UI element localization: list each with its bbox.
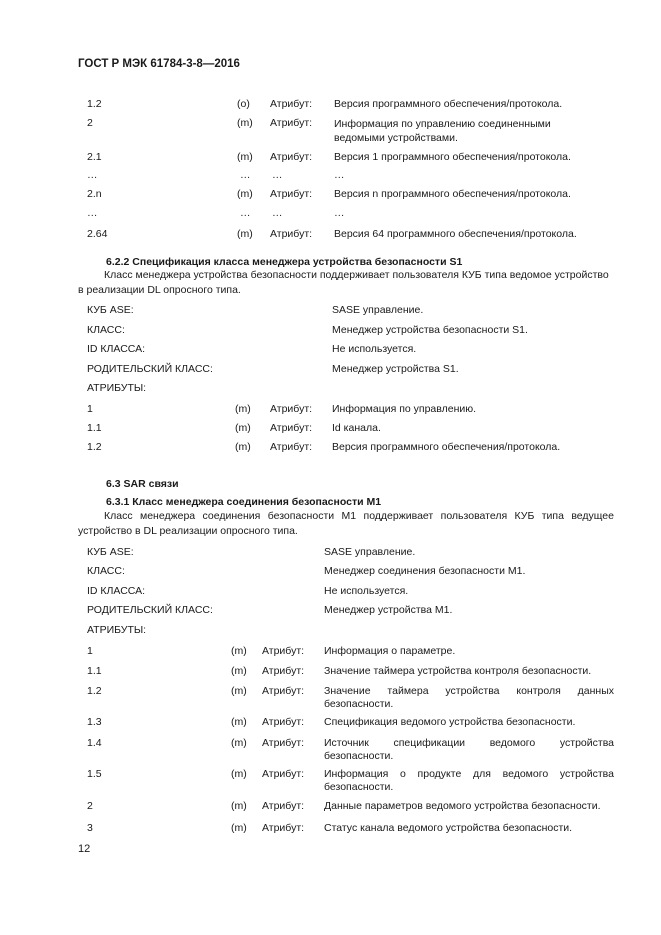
row-number: … [87, 207, 98, 219]
row-attr-label: Атрибут: [270, 188, 313, 200]
row-attr-label: Атрибут: [262, 768, 305, 780]
row-description: Информация по управлению. [332, 403, 477, 415]
field-value: SASE управление. [324, 546, 416, 558]
row-flag: (m) [237, 151, 253, 163]
row-description: Информация о продукте для ведомого устройства безопасности. [324, 768, 614, 793]
row-flag: … [240, 169, 251, 181]
row-number: 1.2 [87, 685, 102, 697]
section-heading-6-3-1: 6.3.1 Класс менеджера соединения безопасности M1 [106, 496, 382, 508]
row-attr-label: Атрибут: [262, 822, 305, 834]
field-label: КУБ ASE: [87, 304, 134, 316]
field-value: Не используется. [324, 585, 409, 597]
field-label: ID КЛАССА: [87, 343, 146, 355]
field-label: КЛАСС: [87, 324, 125, 336]
section-paragraph [78, 268, 614, 298]
row-number: 2 [87, 117, 93, 129]
row-number: 1.4 [87, 737, 102, 749]
row-attr-label: Атрибут: [262, 665, 305, 677]
row-attr-label: Атрибут: [270, 403, 313, 415]
row-number: 1 [87, 645, 93, 657]
row-number: 2.64 [87, 228, 108, 240]
row-attr-label: Атрибут: [262, 737, 305, 749]
field-label: РОДИТЕЛЬСКИЙ КЛАСС: [87, 363, 213, 375]
row-attr-label: Атрибут: [262, 645, 305, 657]
section-heading-6-3: 6.3 SAR связи [106, 478, 179, 490]
field-value: Менеджер устройства S1. [332, 363, 459, 375]
row-description: Версия 64 программного обеспечения/протокола. [334, 228, 577, 240]
row-flag: (o) [237, 98, 250, 110]
row-flag: (m) [231, 685, 247, 697]
row-number: 3 [87, 822, 93, 834]
row-description: Версия программного обеспечения/протокола. [334, 98, 563, 110]
attributes-label: АТРИБУТЫ: [87, 382, 147, 394]
row-description: Значение таймера устройства контроля данных безопасности. [324, 685, 614, 710]
row-number: 1.1 [87, 665, 102, 677]
page-number: 12 [78, 843, 91, 855]
row-description: … [334, 169, 345, 181]
row-number: 2.1 [87, 151, 102, 163]
attributes-label: АТРИБУТЫ: [87, 624, 147, 636]
row-flag: (m) [237, 228, 253, 240]
field-value: Менеджер устройства M1. [324, 604, 453, 616]
section-heading-6-2-2: 6.2.2 Спецификация класса менеджера устройства безопасности S1 [106, 256, 463, 268]
row-flag: … [240, 207, 251, 219]
field-label: КЛАСС: [87, 565, 125, 577]
row-description: Источник спецификации ведомого устройства безопасности. [324, 737, 614, 762]
row-number: 2.n [87, 188, 102, 200]
row-number: 1 [87, 403, 93, 415]
row-attr-label: Атрибут: [262, 685, 305, 697]
row-description: Спецификация ведомого устройства безопасности. [324, 716, 576, 728]
row-description: Статус канала ведомого устройства безопасности. [324, 822, 573, 834]
row-description: … [334, 207, 345, 219]
row-attr-label: Атрибут: [262, 716, 305, 728]
section-paragraph [78, 509, 614, 539]
row-description: Версия 1 программного обеспечения/протокола. [334, 151, 571, 163]
row-description: Информация о параметре. [324, 645, 456, 657]
row-flag: (m) [231, 768, 247, 780]
row-number: 1.1 [87, 422, 102, 434]
row-flag: (m) [237, 117, 253, 129]
row-number: 1.2 [87, 98, 102, 110]
row-description: Данные параметров ведомого устройства безопасности. [324, 800, 601, 812]
field-value: Менеджер устройства безопасности S1. [332, 324, 528, 336]
row-description: Информация по управлению соединенными ведомыми устройствами. [334, 118, 551, 144]
row-flag: (m) [231, 716, 247, 728]
row-attr-label: Атрибут: [270, 98, 313, 110]
row-attr-label: Атрибут: [262, 800, 305, 812]
row-number: 1.5 [87, 768, 102, 780]
row-description: Версия n программного обеспечения/протокола. [334, 188, 571, 200]
document-header: ГОСТ Р МЭК 61784-3-8—2016 [78, 58, 240, 70]
row-flag: (m) [231, 800, 247, 812]
row-flag: (m) [231, 645, 247, 657]
row-flag: (m) [231, 665, 247, 677]
row-number: 1.3 [87, 716, 102, 728]
row-number: 2 [87, 800, 93, 812]
field-value: Не используется. [332, 343, 417, 355]
row-description: Версия программного обеспечения/протокола. [332, 441, 561, 453]
field-label: РОДИТЕЛЬСКИЙ КЛАСС: [87, 604, 213, 616]
row-attr-label: … [272, 169, 283, 181]
paragraph-text: Класс менеджера соединения безопасности M1 поддерживает пользователя КУБ типа ведущее устройство в DL реализации опросного типа. [78, 510, 614, 537]
row-number: … [87, 169, 98, 181]
field-value: Менеджер соединения безопасности M1. [324, 565, 526, 577]
row-flag: (m) [231, 822, 247, 834]
row-flag: (m) [235, 422, 251, 434]
row-attr-label: … [272, 207, 283, 219]
row-description: Значение таймера устройства контроля безопасности. [324, 665, 592, 677]
field-label: ID КЛАССА: [87, 585, 146, 597]
field-label: КУБ ASE: [87, 546, 134, 558]
row-flag: (m) [235, 403, 251, 415]
row-attr-label: Атрибут: [270, 117, 313, 129]
row-flag: (m) [231, 737, 247, 749]
row-attr-label: Атрибут: [270, 422, 313, 434]
row-number: 1.2 [87, 441, 102, 453]
row-attr-label: Атрибут: [270, 441, 313, 453]
row-flag: (m) [237, 188, 253, 200]
paragraph-text: Класс менеджера устройства безопасности поддерживает пользователя КУБ типа ведомое устройство в реализации DL опросного типа. [78, 269, 609, 296]
row-description: Id канала. [332, 422, 381, 434]
row-attr-label: Атрибут: [270, 151, 313, 163]
row-flag: (m) [235, 441, 251, 453]
field-value: SASE управление. [332, 304, 424, 316]
row-attr-label: Атрибут: [270, 228, 313, 240]
